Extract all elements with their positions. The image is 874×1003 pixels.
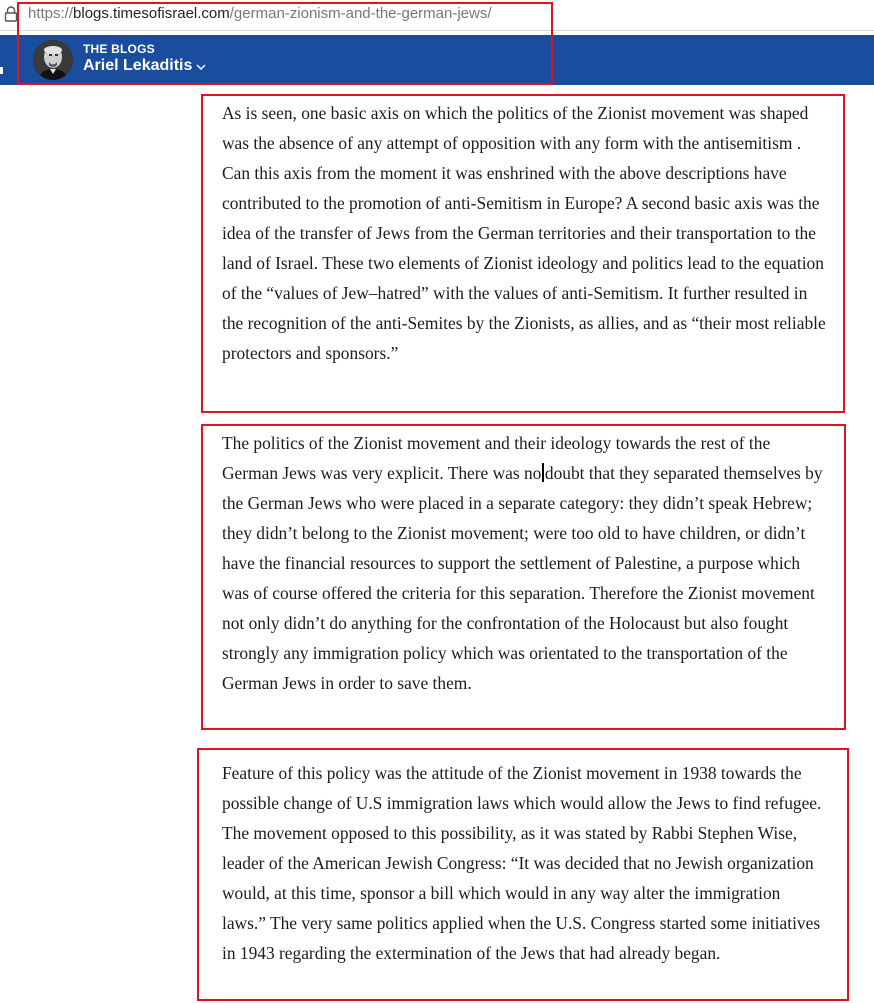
url-scheme: https:// — [28, 5, 74, 22]
article-paragraph-2 — [222, 428, 828, 698]
url-path: /german-zionism-and-the-german-jews/ — [229, 5, 492, 22]
paragraph-2-text-after-caret: doubt that they separated themselves by the German Jews who were placed in a separate category: they didn’t speak Hebrew; they didn’t belong to the Zionist movement; were too old to have children, or didn’t have the financial resources to support the settlement of Palestine, a purpose which was of course offered the criteria for this separation. Therefore the Zionist movement not only didn’t do anything for the confrontation of the Holocaust but also fought strongly any immigration policy which was orientated to the transportation of the German Jews in order to save them. — [222, 463, 823, 693]
article-paragraph-1: As is seen, one basic axis on which the politics of the Zionist movement was shaped was the absence of any attempt of opposition with any form with the antisemitism . Can this axis from the moment it was enshrined with the above descriptions have contributed to the promotion of anti-Semitism in Europe? A second basic axis was the idea of the transfer of Jews from the German territories and their transportation to the land of Israel. These two elements of Zionist ideology and politics lead to the equation of the “values of Jew–hatred” with the values of anti-Semitism. It further resulted in the recognition of the anti-Semites by the Zionists, as allies, and as “their most reliable protectors and sponsors.” — [222, 103, 826, 363]
paragraph-2-text-before-caret: The politics of the Zionist movement and their ideology towards the rest of the German Jews was very explicit. There was no — [222, 433, 771, 483]
menu-edge-marker — [0, 67, 3, 74]
highlight-box-header — [17, 2, 553, 85]
author-name[interactable]: Ariel Lekaditis — [83, 57, 193, 74]
text-caret — [542, 463, 544, 482]
section-label[interactable]: THE BLOGS — [83, 42, 155, 56]
article-paragraph-3: Feature of this policy was the attitude of the Zionist movement in 1938 towards the possible change of U.S immigration laws which would allow the Jews to find refugee. The movement opposed to this possibility, as it was stated by Rabbi Stephen Wise, leader of the American Jewish Congress: “It was decided that no Jewish organization would, at this time, sponsor a bill which would in any way alter the immigration laws.” The very same politics applied when the U.S. Congress started some initiatives in 1943 regarding the extermination of the Jews that had already began. — [222, 763, 822, 963]
url-host: blogs.timesofisrael.com — [73, 5, 230, 22]
lock-icon — [4, 6, 18, 22]
